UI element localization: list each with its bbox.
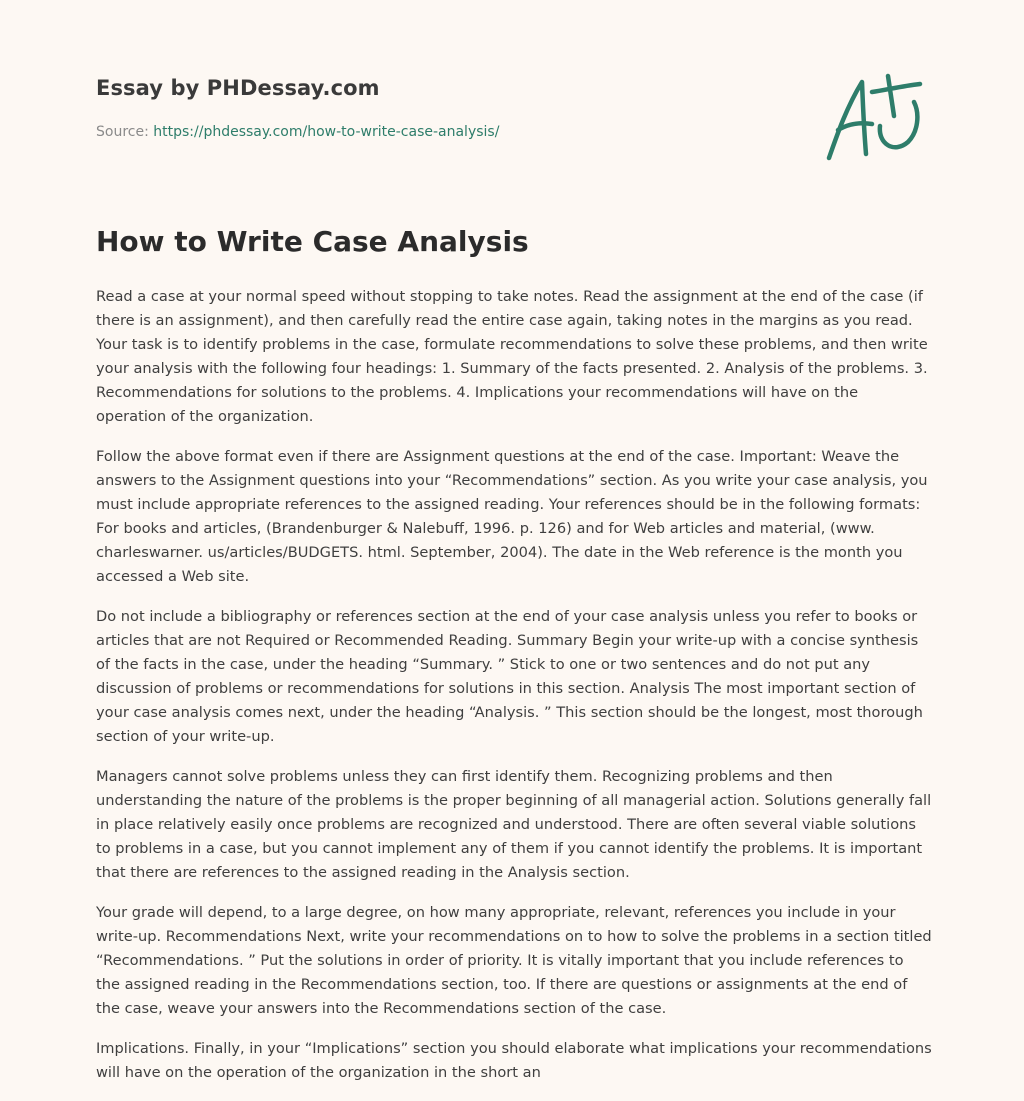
- source-link[interactable]: https://phdessay.com/how-to-write-case-analysis/: [153, 124, 500, 140]
- paragraph: Follow the above format even if there are Assignment questions at the end of the case. Important: Weave the answers to the Assignment questions into your “Recommendations” section. As you write your case analysis, you must include appropriate references to the assigned reading. Your references should be in the following formats: For books and articles, (Brandenburger & Nalebuff, 1996. p. 126) and for Web articles and material, (www. charleswarner. us/articles/BUDGETS. html. September, 2004). The date in the Web reference is the month you accessed a Web site.: [96, 448, 928, 585]
- paragraph: Your grade will depend, to a large degree, on how many appropriate, relevant, references you include in your write-up. Recommendations Next, write your recommendations on to how to solve the problems in a section titled “Recommendations. ” Put the solutions in order of priority. It is vitally important that you include references to the assigned reading in the Recommendations section, too. If there are questions or assignments at the end of the case, weave your answers into the Recommendations section of the case.: [96, 904, 932, 1017]
- site-brand: Essay by PHDessay.com: [96, 76, 380, 100]
- paragraph: Do not include a bibliography or references section at the end of your case analysis unless you refer to books or articles that are not Required or Recommended Reading. Summary Begin your write-up with a concise synthesis of the facts in the case, under the heading “Summary. ” Stick to one or two sentences and do not put any discussion of problems or recommendations for solutions in this section. Analysis The most important section of your case analysis comes next, under the heading “Analysis. ” This section should be the longest, most thorough section of your write-up.: [96, 608, 923, 745]
- page-title: How to Write Case Analysis: [96, 225, 529, 258]
- article-body: [96, 285, 932, 1101]
- paragraph: Managers cannot solve problems unless they can first identify them. Recognizing problems and then understanding the nature of the problems is the proper beginning of all managerial action. Solutions generally fall in place relatively easily once problems are recognized and understood. There are often several viable solutions to problems in a case, but you cannot implement any of them if you cannot identify the problems. It is important that there are references to the assigned reading in the Analysis section.: [96, 768, 932, 881]
- paragraph: Implications. Finally, in your “Implications” section you should elaborate what implications your recommendations will have on the operation of the organization in the short an: [96, 1040, 932, 1081]
- source-line: [96, 124, 499, 140]
- source-label: Source:: [96, 124, 149, 140]
- paragraph: Read a case at your normal speed without stopping to take notes. Read the assignment at the end of the case (if there is an assignment), and then carefully read the entire case again, taking notes in the margins as you read. Your task is to identify problems in the case, formulate recommendations to solve these problems, and then write your analysis with the following four headings: 1. Summary of the facts presented. 2. Analysis of the problems. 3. Recommendations for solutions to the problems. 4. Implications your recommendations will have on the operation of the organization.: [96, 288, 928, 425]
- a-plus-grade-icon: [824, 68, 924, 164]
